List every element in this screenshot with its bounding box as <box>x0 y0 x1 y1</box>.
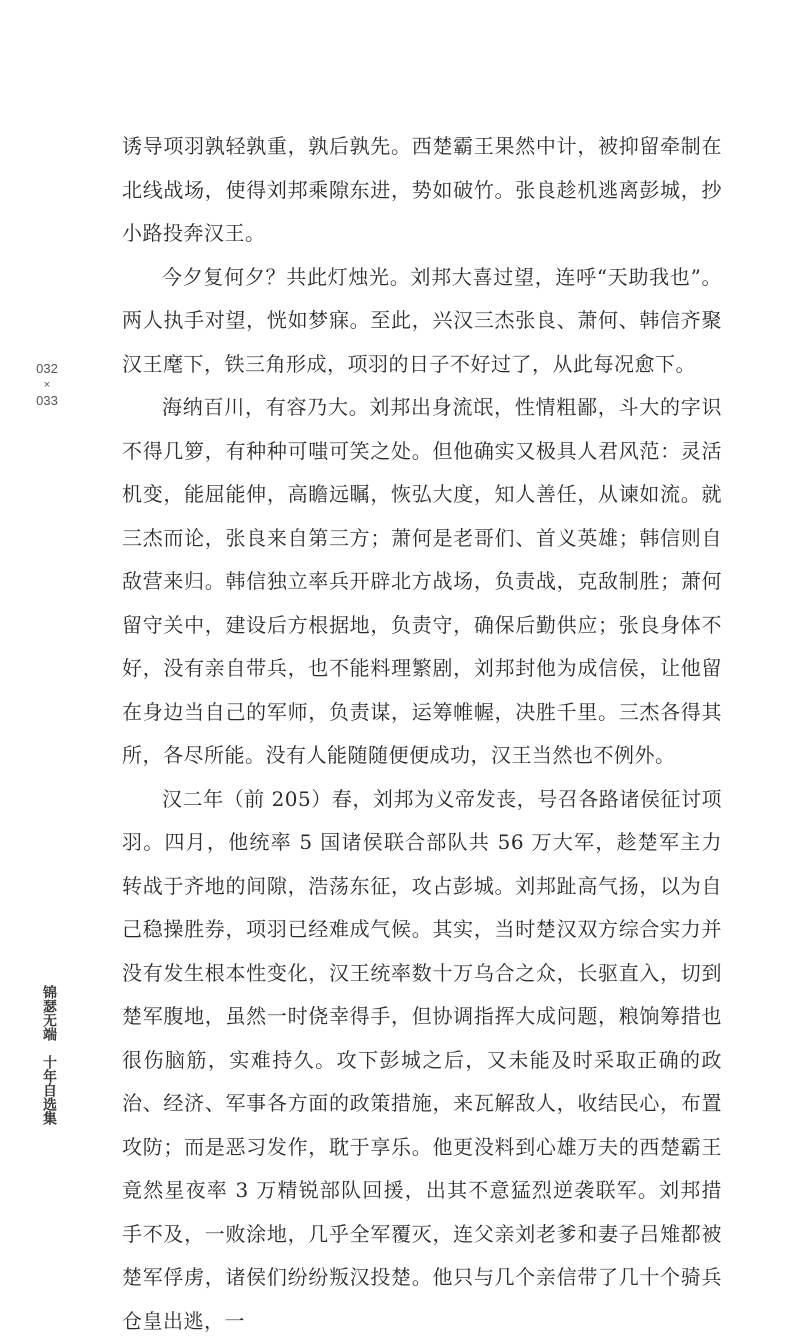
paragraph-3: 海纳百川，有容乃大。刘邦出身流氓，性情粗鄙，斗大的字识不得几箩，有种种可嗤可笑之处。但他确实又极具人君风范：灵活机变，能屈能伸，高瞻远瞩，恢弘大度，知人善任，从谏如流。就三杰而论，张良来自第三方；萧何是老哥们、首义英雄；韩信则自敌营来归。韩信独立率兵开辟北方战场，负责战，克敌制胜；萧何留守关中，建设后方根据地，负责守，确保后勤供应；张良身体不好，没有亲自带兵，也不能料理繁剧，刘邦封他为成信侯，让他留在身边当自己的军师，负责谋，运筹帷幄，决胜千里。三杰各得其所，各尽所能。没有人能随随便便成功，汉王当然也不例外。 <box>122 386 722 778</box>
paragraph-2: 今夕复何夕？共此灯烛光。刘邦大喜过望，连呼“天助我也”。两人执手对望，恍如梦寐。至此，兴汉三杰张良、萧何、韩信齐聚汉王麾下，铁三角形成，项羽的日子不好过了，从此每况愈下。 <box>122 256 722 387</box>
book-title: 锦瑟无端 <box>41 985 57 1041</box>
running-book-title <box>30 985 58 1125</box>
body-text <box>122 125 722 1343</box>
right-page-number: 033 <box>30 392 64 410</box>
book-subtitle: 十年自选集 <box>41 1055 57 1125</box>
page-number-separator: × <box>30 378 64 392</box>
paragraph-1: 诱导项羽孰轻孰重，孰后孰先。西楚霸王果然中计，被抑留牵制在北线战场，使得刘邦乘隙东进，势如破竹。张良趁机逃离彭城，抄小路投奔汉王。 <box>122 125 722 256</box>
page-number-marker <box>30 360 64 410</box>
left-page-number: 032 <box>30 360 64 378</box>
paragraph-4: 汉二年（前 205）春，刘邦为义帝发丧，号召各路诸侯征讨项羽。四月，他统率 5 国诸侯联合部队共 56 万大军，趁楚军主力转战于齐地的间隙，浩荡东征，攻占彭城。刘邦趾高气扬，以为自己稳操胜券，项羽已经难成气候。其实，当时楚汉双方综合实力并没有发生根本性变化，汉王统率数十万乌合之众，长驱直入，切到楚军腹地，虽然一时侥幸得手，但协调指挥大成问题，粮饷筹措也很伤脑筋，实难持久。攻下彭城之后，又未能及时采取正确的政治、经济、军事各方面的政策措施，来瓦解敌人，收结民心，布置攻防；而是恶习发作，耽于享乐。他更没料到心雄万夫的西楚霸王竟然星夜率 3 万精锐部队回援，出其不意猛烈逆袭联军。刘邦措手不及，一败涂地，几乎全军覆灭，连父亲刘老爹和妻子吕雉都被楚军俘虏，诸侯们纷纷叛汉投楚。他只与几个亲信带了几十个骑兵仓皇出逃，一 <box>122 778 722 1343</box>
